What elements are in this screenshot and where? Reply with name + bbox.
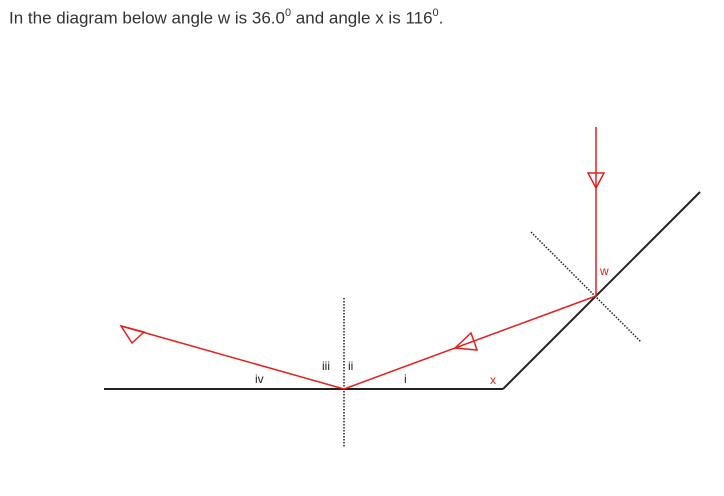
label-ii: ii bbox=[348, 359, 354, 373]
angle-w-value: 36.0 bbox=[251, 8, 285, 28]
angle-x-value: 116 bbox=[405, 8, 433, 28]
inclined-mirror bbox=[503, 192, 700, 389]
arrowhead-outgoing-icon bbox=[121, 326, 144, 343]
angle-label-w: w bbox=[600, 264, 609, 278]
degree-sign-w: 0 bbox=[284, 7, 292, 19]
first-reflected-ray bbox=[344, 296, 596, 389]
label-iii: iii bbox=[322, 359, 330, 373]
label-i: i bbox=[404, 372, 407, 386]
degree-sign-x: 0 bbox=[432, 7, 439, 19]
question-middle: and angle x is bbox=[291, 8, 406, 28]
question-suffix: . bbox=[438, 8, 444, 28]
angle-label-x: x bbox=[490, 373, 496, 387]
second-reflected-ray bbox=[121, 326, 344, 389]
question-prefix: In the diagram below angle w is bbox=[9, 8, 252, 28]
normal-line-inclined-mirror bbox=[531, 232, 641, 342]
label-iv: iv bbox=[255, 372, 264, 386]
